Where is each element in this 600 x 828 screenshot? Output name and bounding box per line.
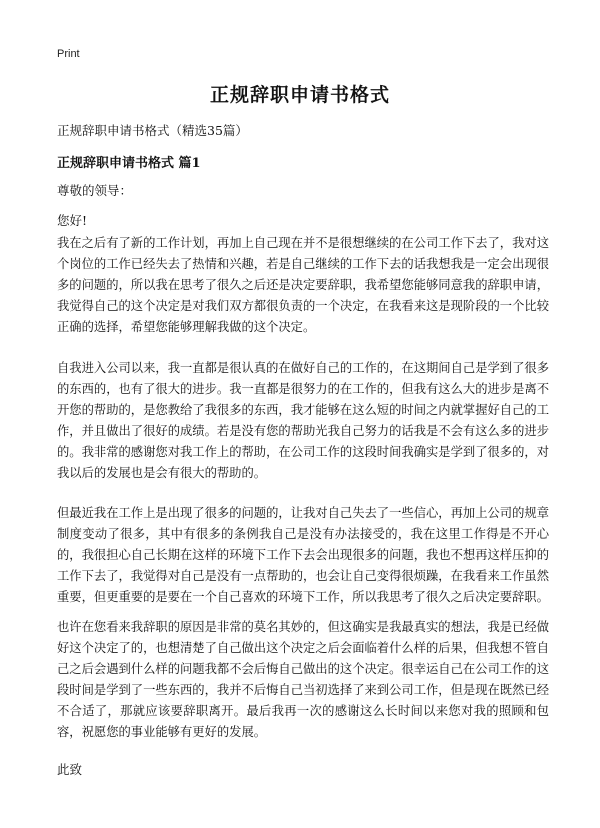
salutation: 尊敬的领导：	[57, 183, 133, 198]
section-heading: 正规辞职申请书格式 篇1	[57, 156, 201, 171]
page-title: 正规辞职申请书格式	[209, 84, 390, 106]
body-paragraph: 我在之后有了新的工作计划，再加上自己现在并不是很想继续的在公司工作下去了，我对这个岗位的工作已经失去了热情和兴趣，若是自己继续的工作下去的话我想我是一定会出现很多的问题的，所以我在思考了很久之后还是决定要辞职，我希望您能够同意我的辞职申请，我觉得自己的这个决定是对我们双方都很负责的一个决定，在我看来这是现阶段的一个比较正确的选择，希望您能够理解我做的这个决定。	[57, 236, 549, 334]
closing-text: 此致	[57, 762, 83, 777]
body-paragraph: 但最近我在工作上是出现了很多的问题的，让我对自己失去了一些信心，再加上公司的规章制度变动了很多，其中有很多的条例我自己是没有办法接受的，我在这里工作得是不开心的，我很担心自己长期在这样的环境下工作下去会出现很多的问题，我也不想再这样压抑的工作下去了，我觉得对自己是没有一点帮助的，也会让自己变得很烦躁，在我看来工作虽然重要，但更重要的是要在一个自己喜欢的环境下工作，所以我思考了很久之后决定要辞职。	[57, 506, 549, 604]
print-link[interactable]: Print	[57, 48, 80, 60]
greeting: 您好!	[57, 213, 88, 228]
document-subtitle: 正规辞职申请书格式（精选35篇）	[57, 123, 248, 138]
body-paragraph: 也许在您看来我辞职的原因是非常的莫名其妙的，但这确实是我最真实的想法，我是已经做好这个决定了的，也想清楚了自己做出这个决定之后会面临着什么样的后果，但我想不管自己之后会遇到什么样的问题我都不会后悔自己做出的这个决定。很幸运自己在公司工作的这段时间是学到了一些东西的，我并不后悔自己当初选择了来到公司工作，但是现在既然已经不合适了，那就应该要辞职离开。最后我再一次的感谢这么长时间以来您对我的照顾和包容，祝愿您的事业能够有更好的发展。	[57, 620, 549, 739]
body-paragraph: 自我进入公司以来，我一直都是很认真的在做好自己的工作的，在这期间自己是学到了很多的东西的，也有了很大的进步。我一直都是很努力的在工作的，但我有这么大的进步是离不开您的帮助的，是您教给了我很多的东西，我才能够在这么短的时间之内就掌握好自己的工作，并且做出了很好的成绩。若是没有您的帮助光我自己努力的话我是不会有这么多的进步的。我非常的感谢您对我工作上的帮助，在公司工作的这段时间我确实是学到了很多的，对我以后的发展也是会有很大的帮助的。	[57, 361, 549, 480]
